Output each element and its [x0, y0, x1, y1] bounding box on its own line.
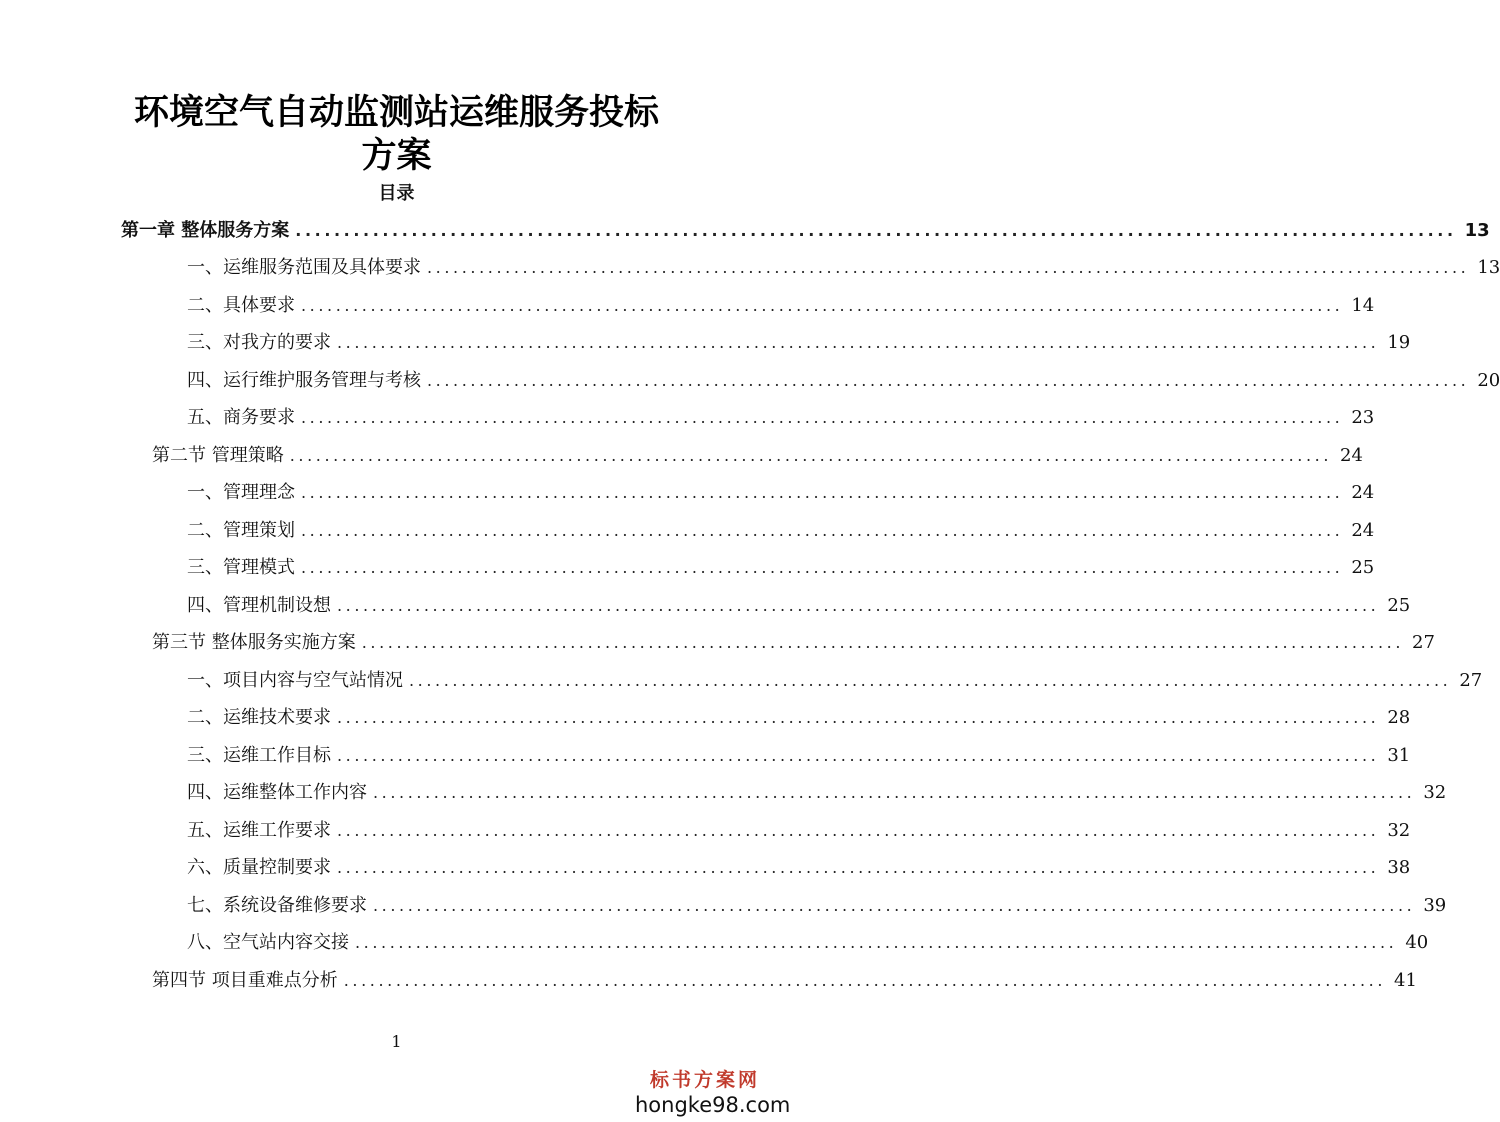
- toc-entry-chapter[interactable]: [121, 212, 1490, 249]
- toc-dot-leader: ........................................................................................................................: [301, 295, 1344, 315]
- toc-entry-label: 一、管理理念: [187, 482, 295, 503]
- toc-entry-label: 一、运维服务范围及具体要求: [187, 257, 421, 278]
- toc-dot-leader: ........................................................................................................................: [337, 858, 1380, 877]
- toc-entry-section[interactable]: [152, 962, 1417, 999]
- toc-dot-leader: ........................................................................................................................: [337, 595, 1380, 615]
- toc-entry-label: 四、运维整体工作内容: [187, 782, 367, 803]
- toc-dot-leader: ........................................................................................................................: [355, 933, 1398, 952]
- toc-entry-label: 五、商务要求: [187, 407, 295, 428]
- toc-entry-page-number: 31: [1387, 744, 1411, 766]
- toc-entry-page-number: 13: [1464, 219, 1490, 241]
- toc-entry-label: 二、运维技术要求: [187, 707, 331, 728]
- document-title-line2: 方案: [361, 136, 432, 176]
- toc-dot-leader: ........................................................................................................................: [337, 745, 1380, 765]
- toc-entry-item[interactable]: [187, 662, 1483, 699]
- toc-entry-page-number: 32: [1387, 819, 1411, 841]
- toc-entry-page-number: 24: [1351, 482, 1375, 503]
- watermark-chinese-text: 标书方案网: [649, 1069, 760, 1091]
- toc-entry-section[interactable]: [152, 625, 1435, 662]
- toc-dot-leader: ........................................................................................................................: [409, 670, 1452, 690]
- toc-entry-page-number: 27: [1412, 632, 1435, 653]
- toc-entry-page-number: 38: [1387, 857, 1411, 878]
- toc-entry-label: 第三节 整体服务实施方案: [152, 632, 356, 653]
- toc-entry-item[interactable]: [187, 850, 1411, 887]
- toc-entry-page-number: 40: [1405, 932, 1429, 953]
- toc-entry-label: 三、运维工作目标: [187, 744, 331, 766]
- toc-entry-item[interactable]: [187, 475, 1375, 512]
- toc-entry-item[interactable]: [187, 737, 1411, 774]
- toc-entry-page-number: 13: [1477, 257, 1500, 278]
- toc-entry-item[interactable]: [187, 550, 1375, 587]
- toc-entry-page-number: 39: [1423, 894, 1447, 916]
- toc-dot-leader: ........................................................................................................................: [427, 258, 1470, 277]
- toc-dot-leader: ........................................................................................................................: [295, 220, 1457, 240]
- toc-entry-page-number: 24: [1351, 519, 1375, 541]
- toc-entry-label: 二、具体要求: [187, 294, 295, 316]
- toc-entry-section[interactable]: [152, 437, 1363, 474]
- toc-entry-label: 五、运维工作要求: [187, 819, 331, 841]
- toc-entry-item[interactable]: [187, 287, 1375, 324]
- toc-entry-item[interactable]: [187, 887, 1447, 924]
- toc-dot-leader: ........................................................................................................................: [427, 370, 1470, 390]
- toc-entry-item[interactable]: [187, 250, 1500, 287]
- toc-entry-page-number: 28: [1387, 707, 1411, 728]
- toc-dot-leader: ........................................................................................................................: [337, 333, 1380, 352]
- toc-entry-item[interactable]: [187, 512, 1375, 549]
- toc-heading: 目录: [378, 183, 415, 204]
- toc-entry-item[interactable]: [187, 812, 1411, 849]
- toc-entry-item[interactable]: [187, 400, 1375, 437]
- toc-dot-leader: ........................................................................................................................: [301, 520, 1344, 540]
- toc-dot-leader: ........................................................................................................................: [337, 708, 1380, 727]
- toc-entry-label: 第四节 项目重难点分析: [152, 969, 338, 991]
- document-title-line1: 环境空气自动监测站运维服务投标: [133, 93, 659, 133]
- watermark-url-text: hongke98.com: [635, 1093, 791, 1117]
- toc-entry-label: 四、管理机制设想: [187, 594, 331, 616]
- toc-entry-page-number: 25: [1351, 557, 1375, 578]
- watermark-logo: [635, 1068, 791, 1118]
- toc-entry-item[interactable]: [187, 587, 1411, 624]
- toc-dot-leader: ........................................................................................................................: [343, 970, 1387, 990]
- toc-entry-label: 第二节 管理策略: [152, 444, 284, 466]
- toc-entry-page-number: 25: [1387, 594, 1411, 616]
- toc-entry-label: 第一章 整体服务方案: [121, 219, 290, 241]
- toc-entry-page-number: 23: [1351, 407, 1375, 428]
- toc-dot-leader: ........................................................................................................................: [337, 820, 1380, 840]
- toc-dot-leader: ........................................................................................................................: [289, 445, 1333, 465]
- toc-entry-page-number: 19: [1387, 332, 1411, 353]
- toc-entry-label: 二、管理策划: [187, 519, 295, 541]
- toc-entry-label: 六、质量控制要求: [187, 857, 331, 878]
- page-number: 1: [391, 1032, 402, 1051]
- toc-dot-leader: ........................................................................................................................: [301, 408, 1344, 427]
- toc-entry-item[interactable]: [187, 925, 1429, 962]
- toc-entry-page-number: 32: [1423, 782, 1447, 803]
- toc-entry-item[interactable]: [187, 700, 1411, 737]
- toc-entry-label: 三、对我方的要求: [187, 332, 331, 353]
- toc-dot-leader: ........................................................................................................................: [373, 783, 1416, 802]
- toc-entry-page-number: 14: [1351, 294, 1375, 316]
- toc-entry-page-number: 24: [1340, 444, 1363, 466]
- toc-entry-label: 七、系统设备维修要求: [187, 894, 367, 916]
- toc-entry-label: 八、空气站内容交接: [187, 932, 349, 953]
- toc-dot-leader: ........................................................................................................................: [301, 558, 1344, 577]
- toc-entry-page-number: 20: [1477, 369, 1500, 391]
- toc-dot-leader: ........................................................................................................................: [373, 895, 1416, 915]
- toc-entry-label: 三、管理模式: [187, 557, 295, 578]
- toc-entry-item[interactable]: [187, 325, 1411, 362]
- toc-dot-leader: ........................................................................................................................: [361, 633, 1405, 652]
- toc-entry-item[interactable]: [187, 362, 1500, 399]
- toc-entry-page-number: 27: [1459, 669, 1483, 691]
- toc-entry-label: 一、项目内容与空气站情况: [187, 669, 403, 691]
- toc-entry-label: 四、运行维护服务管理与考核: [187, 369, 421, 391]
- toc-entry-item[interactable]: [187, 775, 1447, 812]
- toc-entry-page-number: 41: [1394, 969, 1417, 991]
- toc-dot-leader: ........................................................................................................................: [301, 483, 1344, 502]
